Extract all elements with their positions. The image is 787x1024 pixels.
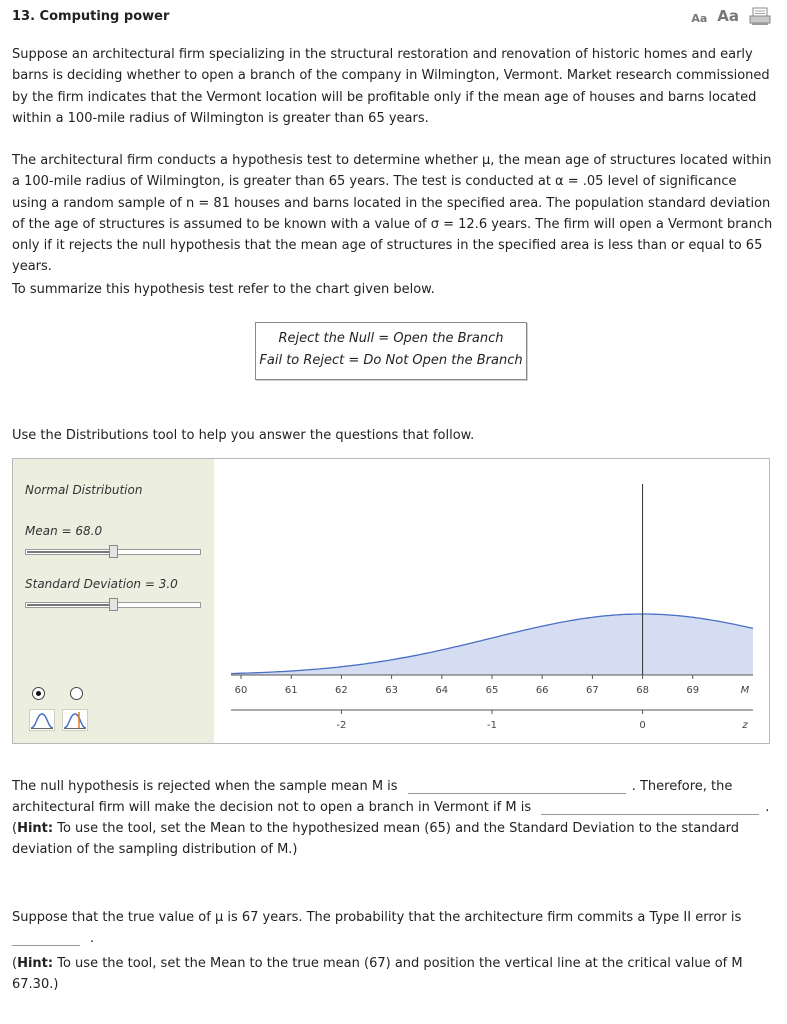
intro-paragraph-1: Suppose an architectural firm specializing in the structural restoration and renovation of historic homes and early barns is deciding whether to open a branch of the company in Wilmington, Vermont. Market research commissioned by the firm indicates that the Vermont location will be profitable only if the mean age of houses and barns located within a 100-mile radius of Wilmington is greater than 65 years.	[12, 47, 770, 126]
q1-hint-open: (	[12, 821, 18, 836]
q1-answer-dropdown-2[interactable]	[541, 800, 759, 815]
increase-font-button[interactable]: Aa	[717, 7, 739, 25]
sd-slider[interactable]	[25, 601, 201, 609]
intro-paragraph-3: To summarize this hypothesis test refer to the chart given below.	[12, 282, 435, 297]
q1-answer-dropdown-1[interactable]	[408, 779, 626, 794]
q1-hint-text: To use the tool, set the Mean to the hypothesized mean (65) and the Standard Deviation to the standard deviation of the sampling distribution of M.)	[12, 821, 740, 857]
m-tick-label: 64	[435, 685, 449, 696]
m-tick-label: 66	[535, 685, 549, 696]
header-tools	[691, 7, 771, 25]
distribution-title: Normal Distribution	[25, 483, 143, 497]
q2-text-a: Suppose that the true value of μ is 67 years. The probability that the architecture firm commits a Type II error is	[12, 910, 742, 925]
radio-two-tail[interactable]	[70, 687, 83, 700]
question-title: 13. Computing power	[12, 9, 170, 24]
tool-control-panel	[13, 459, 214, 743]
question-1	[12, 776, 774, 860]
m-tick-label: 61	[284, 685, 298, 696]
z-axis-label: z	[742, 720, 748, 731]
q1-hint-label: Hint:	[17, 821, 54, 836]
summary-row-reject: Reject the Null = Open the Branch	[278, 331, 504, 346]
decrease-font-button[interactable]: Aa	[691, 12, 708, 25]
tool-intro: Use the Distributions tool to help you answer the questions that follow.	[12, 428, 475, 443]
q2-hint-open: (	[12, 956, 18, 971]
m-tick-label: 67	[586, 685, 599, 696]
question-header	[12, 9, 771, 29]
m-tick-label: 68	[636, 685, 649, 696]
q1-text-a: The null hypothesis is rejected when the sample mean M is	[12, 779, 398, 794]
z-tick-label: -1	[487, 720, 497, 731]
distribution-chart[interactable]	[215, 459, 769, 743]
radio-one-tail[interactable]	[32, 687, 45, 700]
decision-summary-box	[255, 322, 527, 380]
curve-tail-icon[interactable]	[29, 709, 55, 731]
q1-text-c: .	[765, 800, 770, 815]
q2-text-b: .	[90, 931, 95, 946]
z-tick-label: -2	[336, 720, 347, 731]
mean-slider-fill	[27, 551, 111, 553]
sd-slider-fill	[27, 604, 111, 606]
q1-text-b: . Therefore, the architectural firm will make the decision not to open a branch in Vermont if M is	[12, 779, 733, 815]
radio-selected-dot	[36, 691, 41, 696]
m-tick-label: 65	[485, 685, 499, 696]
curve-line-icon[interactable]	[62, 709, 88, 731]
z-tick-label: 0	[639, 720, 646, 731]
m-tick-label: 63	[385, 685, 398, 696]
distribution-area-fill	[231, 614, 753, 675]
q2-answer-dropdown[interactable]	[12, 931, 80, 946]
q2-hint-text: To use the tool, set the Mean to the true mean (67) and position the vertical line at the critical value of M 67.30.)	[12, 956, 743, 992]
mean-label: Mean = 68.0	[25, 524, 103, 538]
intro-paragraph-2: The architectural firm conducts a hypothesis test to determine whether μ, the mean age of structures located within a 100-mile radius of Wilmington, is greater than 65 years. The test is conducted at α = .05 level of significance using a random sample of n = 81 houses and barns located in the specified area. The population standard deviation of the age of structures is assumed to be known with a value of σ = 12.6 years. The firm will open a Vermont branch only if it rejects the null hypothesis that the mean age of structures in the specified area is less than or equal to 65 years.	[12, 153, 773, 275]
mean-slider[interactable]	[25, 548, 201, 556]
m-tick-label: 60	[234, 685, 248, 696]
m-tick-label: 62	[335, 685, 348, 696]
mean-slider-thumb[interactable]	[109, 545, 118, 558]
q2-hint-label: Hint:	[17, 956, 54, 971]
question-2	[12, 907, 774, 995]
m-tick-label: 69	[686, 685, 700, 696]
printer-icon[interactable]	[749, 7, 771, 25]
summary-row-fail: Fail to Reject = Do Not Open the Branch	[259, 353, 523, 368]
distributions-tool	[12, 458, 770, 744]
sd-label: Standard Deviation = 3.0	[25, 577, 178, 591]
m-axis-label: M	[740, 685, 750, 696]
sd-slider-thumb[interactable]	[109, 598, 118, 611]
